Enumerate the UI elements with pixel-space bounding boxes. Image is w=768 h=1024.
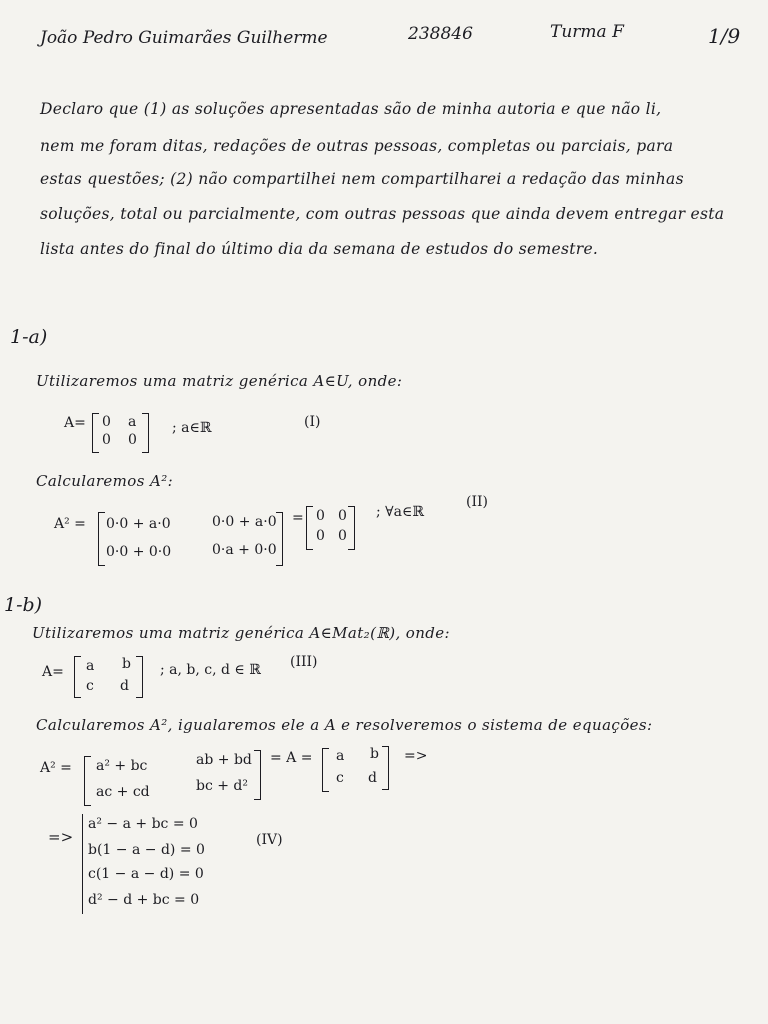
eq2-cell: 0·0 + a·0 — [106, 516, 171, 532]
eq3-condition: ; a, b, c, d ∈ ℝ — [160, 662, 261, 678]
eq3-cell: b — [122, 656, 131, 672]
eq3-cell: d — [120, 678, 129, 694]
system-equation: d² − d + bc = 0 — [88, 892, 200, 908]
eq3-bracket-left — [74, 656, 81, 698]
eq2-condition: ; ∀a∈ℝ — [376, 504, 424, 520]
eq4-result-cell: d — [368, 770, 377, 786]
eq2-lhs: A² = — [54, 516, 86, 532]
eq4-cell: ab + bd — [196, 752, 252, 768]
eq4-result-bracket-left — [322, 748, 329, 792]
q1b-intro: Utilizaremos uma matriz genérica A∈Mat₂(ℝ), onde: — [32, 624, 451, 642]
eq4-cell: bc + d² — [196, 778, 249, 794]
declaration-line: lista antes do final do último dia da semana de estudos do semestre. — [40, 240, 599, 258]
student-name: João Pedro Guimarães Guilherme — [40, 28, 328, 48]
eq4-bracket-right — [254, 750, 261, 800]
declaration-line: estas questões; (2) não compartilhei nem compartilharei a redação das minhas — [40, 170, 684, 188]
eq3-cell: c — [86, 678, 94, 694]
eq3-bracket-right — [136, 656, 143, 698]
eq1-cell: 0 — [102, 414, 111, 430]
eq4-cell: ac + cd — [96, 784, 150, 800]
page-number: 1/9 — [708, 24, 741, 48]
eq1-cell: a — [128, 414, 137, 430]
eq4-result-cell: a — [336, 748, 345, 764]
eq1-condition: ; a∈ℝ — [172, 420, 212, 436]
eq2-equals: = — [292, 510, 304, 526]
eq2-bracket-right — [276, 512, 283, 566]
eq4-result-cell: c — [336, 770, 344, 786]
declaration-line: soluções, total ou parcialmente, com outras pessoas que ainda devem entregar esta — [40, 205, 725, 223]
eq3-cell: a — [86, 658, 95, 674]
eq4-lhs: A² = — [40, 760, 72, 776]
class-label: Turma F — [550, 22, 624, 42]
eq1-cell: 0 — [128, 432, 137, 448]
student-ra: 238846 — [408, 24, 473, 44]
declaration-line: Declaro que (1) as soluções apresentadas são de minha autoria e que não li, — [40, 100, 662, 118]
eq2-result-bracket-right — [348, 506, 355, 550]
eq1-bracket-right — [142, 413, 149, 453]
eq4-equals-a: = A = — [270, 750, 313, 766]
eq1-tag: (I) — [304, 414, 321, 430]
eq2-cell: 0·0 + a·0 — [212, 514, 277, 530]
system-equation: b(1 − a − d) = 0 — [88, 842, 205, 858]
section-title-1b: 1-b) — [4, 594, 43, 616]
q1a-calc: Calcularemos A²: — [36, 472, 174, 490]
eq2-tag: (II) — [466, 494, 488, 510]
eq2-result-cell: 0 — [338, 528, 347, 544]
eq1-bracket-left — [92, 413, 99, 453]
eq2-cell: 0·a + 0·0 — [212, 542, 277, 558]
system-equation: a² − a + bc = 0 — [88, 816, 198, 832]
eq2-bracket-left — [98, 512, 105, 566]
eq4-result-bracket-right — [382, 746, 389, 790]
eq4-implies: => — [404, 748, 428, 764]
system-implies: => — [48, 828, 74, 846]
eq1-lhs: A= — [64, 415, 86, 431]
eq2-result-cell: 0 — [316, 528, 325, 544]
eq2-result-bracket-left — [306, 506, 313, 550]
system-brace — [82, 814, 83, 914]
eq4-cell: a² + bc — [96, 758, 148, 774]
eq4-bracket-left — [84, 756, 91, 806]
eq3-tag: (III) — [290, 654, 318, 670]
system-equation: c(1 − a − d) = 0 — [88, 866, 204, 882]
declaration-line: nem me foram ditas, redações de outras pessoas, completas ou parciais, para — [40, 137, 674, 155]
eq2-cell: 0·0 + 0·0 — [106, 544, 172, 560]
eq1-cell: 0 — [102, 432, 111, 448]
eq4-result-cell: b — [370, 746, 379, 762]
q1b-calc: Calcularemos A², igualaremos ele a A e resolveremos o sistema de equações: — [36, 716, 653, 734]
eq2-result-cell: 0 — [316, 508, 325, 524]
section-title-1a: 1-a) — [10, 326, 48, 348]
system-tag: (IV) — [256, 832, 283, 848]
eq3-lhs: A= — [42, 664, 64, 680]
q1a-intro: Utilizaremos uma matriz genérica A∈U, onde: — [36, 372, 403, 390]
eq2-result-cell: 0 — [338, 508, 347, 524]
